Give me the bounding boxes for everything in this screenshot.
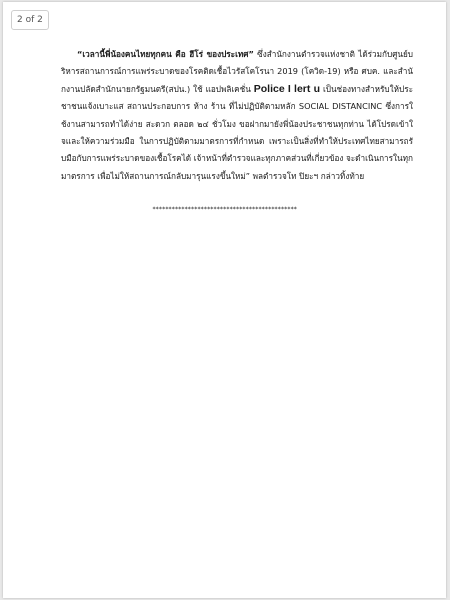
document-page: [3, 2, 446, 598]
page-counter: 2 of 2: [11, 10, 49, 30]
quote-text: “เวลานี้พี่น้องคนไทยทุกคน คือ ฮีโร่ ของประเทศ”: [77, 49, 254, 59]
body-paragraph: [61, 46, 413, 185]
separator-line: *********************************************: [152, 206, 297, 213]
paragraph-text-part-2: เป็นช่องทางสำหรับให้ประชาชนแจ้งเบาะแส สถานประกอบการ ห้าง ร้าน ที่ไม่ปฏิบัติตามหลัก SOCIAL DISTANCINC ซึ่งการใช้งานสามารถทำได้ง่าย สะดวก ตลอด ๒๔ ชั่วโมง ขอฝากมายังพี่น้องประชาชนทุกท่าน ได้โปรดเข้าใจและให้ความร่วมมือ ในการปฏิบัติตามมาตรการที่กำหนด เพราะเป็นสิ่งที่ทำให้ประเทศไทยสามารถรับมือกับการแพร่ระบาดของเชื้อโรคได้ เจ้าหน้าที่ตำรวจและทุกภาคส่วนที่เกี่ยวข้อง จะดำเนินการในทุกมาตรการ เพื่อไม่ให้สถานการณ์กลับมารุนแรงขึ้นใหม่” พลตำรวจโท ปิยะฯ กล่าวทิ้งท้าย: [61, 83, 413, 181]
app-name: Police I lert u: [253, 82, 321, 95]
paragraph-text-part-1: ซึ่งสำนักงานตำรวจแห่งชาติ ได้ร่วมกับศูนย์บริหารสถานการณ์การแพร่ระบาดของโรคติดเชื้อไวรัสโคโรนา 2019 (โควิด-19) หรือ ศบค. และสำนักงานปลัดสำนักนายกรัฐมนตรี(สปน.) ใช้ แอปพลิเคชั่น: [61, 49, 413, 94]
